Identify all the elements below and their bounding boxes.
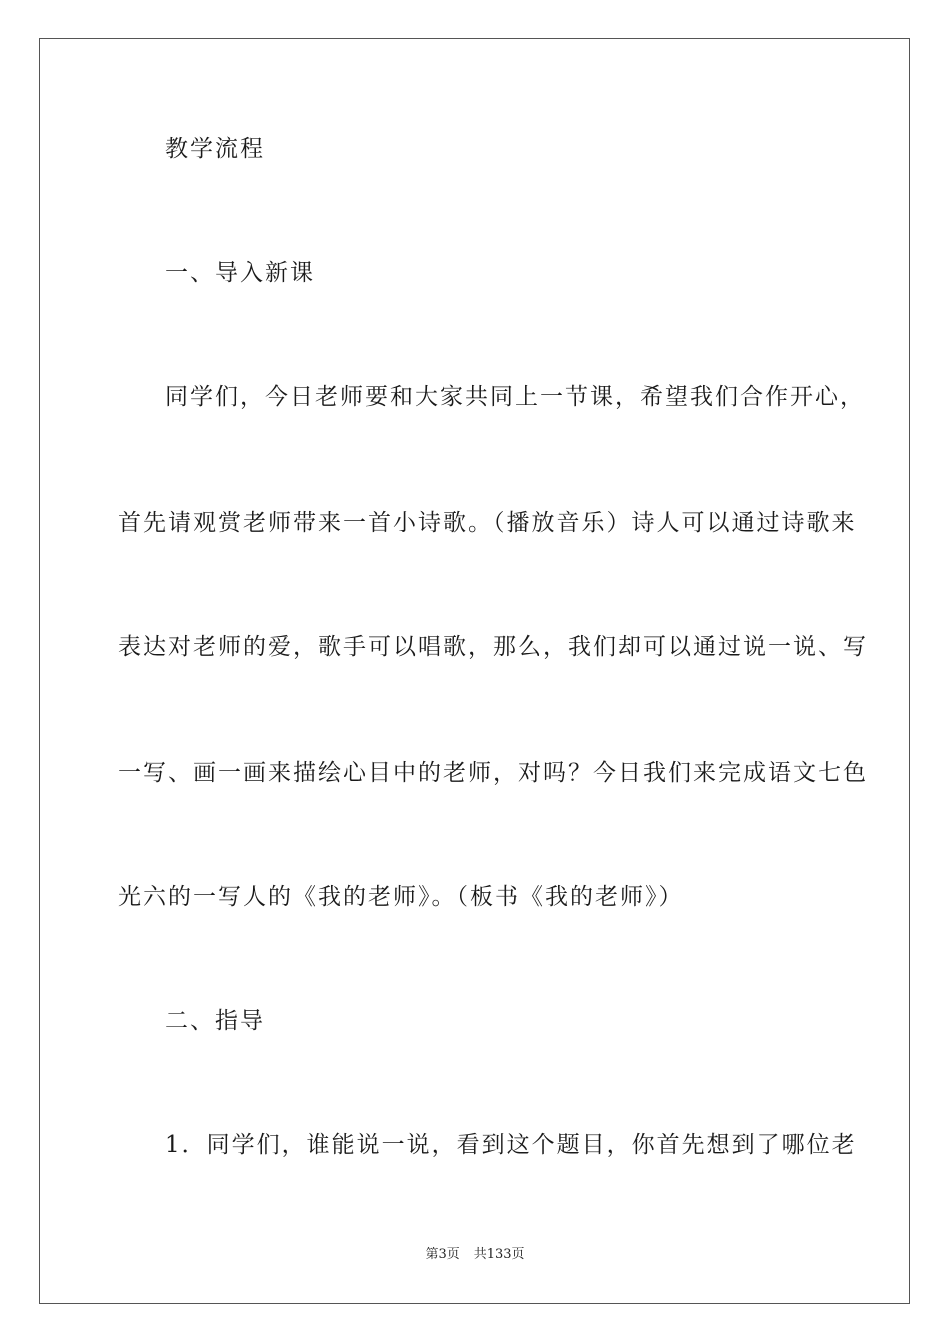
section-heading-guidance: 二、指导 (165, 1008, 265, 1034)
page-total: 共133页 (473, 1247, 525, 1262)
paragraph-line: 1．同学们，谁能说一说，看到这个题目，你首先想到了哪位老 (165, 1132, 857, 1158)
section-heading-teaching-process: 教学流程 (165, 136, 265, 162)
page-number: 第3页 (425, 1247, 460, 1262)
page-footer (0, 1246, 950, 1264)
section-heading-intro: 一、导入新课 (165, 260, 315, 286)
paragraph-line: 表达对老师的爱，歌手可以唱歌，那么，我们却可以通过说一说、写 (118, 634, 868, 660)
paragraph-line: 首先请观赏老师带来一首小诗歌。（播放音乐）诗人可以通过诗歌来 (118, 510, 857, 536)
paragraph-line: 同学们，今日老师要和大家共同上一节课，希望我们合作开心， (165, 384, 865, 410)
page-border (39, 38, 910, 1304)
paragraph-line: 一写、画一画来描绘心目中的老师，对吗？今日我们来完成语文七色 (118, 760, 868, 786)
paragraph-line: 光六的一写人的《我的老师》。（板书《我的老师》） (118, 884, 684, 910)
